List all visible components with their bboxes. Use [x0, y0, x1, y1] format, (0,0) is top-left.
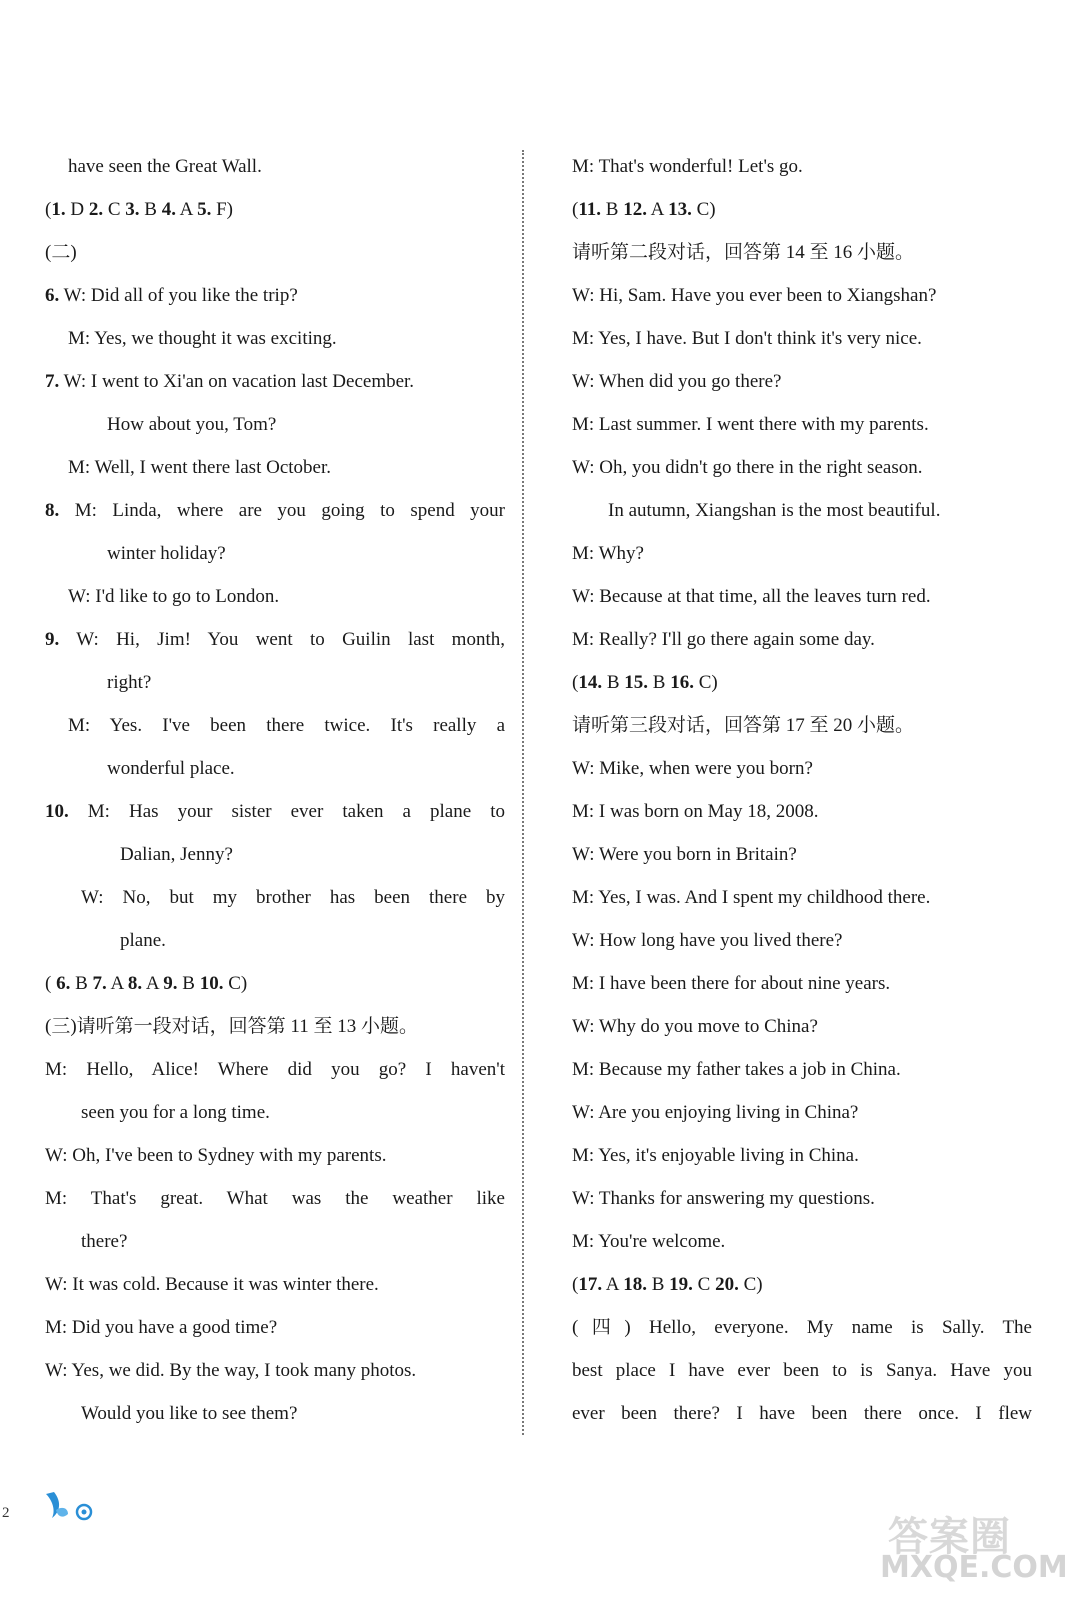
item-number: 8.	[45, 500, 60, 521]
text-line: M: Yes, we thought it was exciting.	[68, 328, 337, 349]
text-line: M: You're welcome.	[572, 1231, 726, 1252]
item-number: 7.	[45, 371, 60, 392]
item-number: 1.	[51, 199, 66, 220]
text-span: C	[103, 199, 126, 220]
text-line: M: Yes. I've been there twice. It's really a	[68, 715, 505, 736]
item-number: 8.	[127, 973, 143, 994]
text-span: W: Hi, Jim! You went to Guilin last month,	[59, 629, 505, 650]
item-number: 13.	[668, 199, 692, 220]
text-span: C)	[738, 1274, 763, 1295]
item-number: 6.	[45, 285, 60, 306]
item-number: 17.	[578, 1274, 603, 1295]
text-line	[45, 360, 414, 404]
text-line: M: Last summer. I went there with my parents.	[572, 414, 929, 435]
text-span: F)	[211, 199, 233, 220]
text-line: W: It was cold. Because it was winter there.	[45, 1274, 379, 1295]
item-number: 5.	[197, 199, 212, 220]
column-divider	[522, 150, 524, 1435]
text-line: M: That's great. What was the weather like	[45, 1188, 505, 1209]
text-line: M: Hello, Alice! Where did you go? I haven't	[45, 1059, 505, 1080]
text-span: B	[646, 1274, 670, 1295]
text-span: B	[601, 199, 624, 220]
text-line: (四) Hello, everyone. My name is Sally. The	[572, 1317, 1032, 1338]
text-span: M: Has your sister ever taken a plane to	[68, 801, 505, 822]
text-span: A	[142, 973, 164, 994]
item-number: 9.	[45, 629, 60, 650]
text-span: A	[646, 199, 669, 220]
text-line: seen you for a long time.	[81, 1102, 270, 1123]
text-line: W: Were you born in Britain?	[572, 844, 797, 865]
text-line: plane.	[120, 930, 166, 951]
text-line: W: Oh, you didn't go there in the right season.	[572, 457, 923, 478]
text-line: M: Because my father takes a job in China.	[572, 1059, 901, 1080]
item-number: 12.	[623, 199, 647, 220]
text-line: W: Yes, we did. By the way, I took many photos.	[45, 1360, 417, 1381]
text-line: How about you, Tom?	[107, 414, 277, 435]
item-number: 19.	[669, 1274, 693, 1295]
text-span: W: I went to Xi'an on vacation last December.	[59, 371, 415, 392]
text-line	[45, 489, 505, 533]
text-span: W: Did all of you like the trip?	[59, 285, 298, 306]
text-line: Would you like to see them?	[81, 1403, 298, 1424]
text-line: M: That's wonderful! Let's go.	[572, 156, 803, 177]
text-span: B	[177, 973, 200, 994]
item-number: 4.	[161, 199, 176, 220]
text-span: C)	[693, 672, 718, 693]
text-line: best place I have ever been to is Sanya. Have you	[572, 1360, 1032, 1381]
item-number: 7.	[92, 973, 107, 994]
text-line: W: How long have you lived there?	[572, 930, 843, 951]
item-number: 15.	[624, 672, 649, 693]
text-line: 请听第二段对话，回答第 14 至 16 小题。	[572, 242, 915, 263]
text-line	[45, 274, 298, 318]
text-span: (	[45, 199, 52, 220]
item-number: 16.	[670, 672, 694, 693]
text-line	[572, 661, 718, 705]
text-line: M: Yes, I have. But I don't think it's very nice.	[572, 328, 922, 349]
text-line: M: Yes, I was. And I spent my childhood there.	[572, 887, 931, 908]
text-span: B	[70, 973, 93, 994]
text-span: A	[106, 973, 128, 994]
text-span: A	[602, 1274, 624, 1295]
text-span: C)	[223, 973, 248, 994]
item-number: 10.	[199, 973, 224, 994]
text-line: (三)请听第一段对话，回答第 11 至 13 小题。	[45, 1016, 418, 1037]
text-line: M: Well, I went there last October.	[68, 457, 331, 478]
text-line: M: I was born on May 18, 2008.	[572, 801, 819, 822]
item-number: 6.	[56, 973, 71, 994]
text-line: right?	[107, 672, 152, 693]
text-line: M: I have been there for about nine years.	[572, 973, 891, 994]
item-number: 3.	[125, 199, 140, 220]
text-line: there?	[81, 1231, 128, 1252]
text-span: D	[65, 199, 89, 220]
text-span: B	[648, 672, 671, 693]
item-number: 18.	[623, 1274, 647, 1295]
text-line: wonderful place.	[107, 758, 235, 779]
text-line: W: When did you go there?	[572, 371, 782, 392]
text-span: A	[175, 199, 198, 220]
text-line: W: Because at that time, all the leaves turn red.	[572, 586, 931, 607]
watermark-text: 答案圈	[888, 1514, 1011, 1560]
text-line: W: Hi, Sam. Have you ever been to Xiangshan?	[572, 285, 937, 306]
text-line: Dalian, Jenny?	[120, 844, 233, 865]
text-line	[45, 618, 505, 662]
item-number: 11.	[578, 199, 602, 220]
text-line: W: Oh, I've been to Sydney with my parents.	[45, 1145, 387, 1166]
text-line: ever been there? I have been there once. I flew	[572, 1403, 1032, 1424]
item-number: 10.	[45, 801, 69, 822]
text-span: B	[139, 199, 162, 220]
text-span: B	[602, 672, 625, 693]
text-line: W: Thanks for answering my questions.	[572, 1188, 875, 1209]
text-line: W: Why do you move to China?	[572, 1016, 818, 1037]
text-line: 请听第三段对话，回答第 17 至 20 小题。	[572, 715, 915, 736]
item-number: 20.	[715, 1274, 739, 1295]
text-span: C)	[691, 199, 716, 220]
text-line: M: Why?	[572, 543, 644, 564]
text-span: (	[45, 973, 57, 994]
text-line: W: Are you enjoying living in China?	[572, 1102, 859, 1123]
text-span: (	[572, 672, 579, 693]
text-line	[572, 188, 716, 232]
text-line: In autumn, Xiangshan is the most beautiful.	[608, 500, 941, 521]
text-line: M: Yes, it's enjoyable living in China.	[572, 1145, 859, 1166]
text-line: (二)	[45, 242, 77, 263]
text-line: have seen the Great Wall.	[68, 156, 262, 177]
item-number: 2.	[88, 199, 104, 220]
text-line	[45, 790, 505, 834]
text-line: W: No, but my brother has been there by	[81, 887, 505, 908]
text-span: C	[692, 1274, 716, 1295]
item-number: 9.	[163, 973, 178, 994]
text-line: winter holiday?	[107, 543, 226, 564]
text-span: (	[572, 1274, 579, 1295]
text-span: M: Linda, where are you going to spend your	[59, 500, 505, 521]
watermark-url: MXQE.COM	[880, 1550, 1068, 1585]
text-line	[45, 962, 247, 1006]
text-line	[572, 1263, 763, 1307]
item-number: 14.	[578, 672, 603, 693]
text-span: (	[572, 199, 579, 220]
page-number: 2	[2, 1505, 10, 1521]
text-line	[45, 188, 233, 232]
text-line: W: I'd like to go to London.	[68, 586, 280, 607]
publisher-logo-icon	[42, 1488, 98, 1527]
text-line: M: Did you have a good time?	[45, 1317, 278, 1338]
text-line: W: Mike, when were you born?	[572, 758, 813, 779]
text-line: M: Really? I'll go there again some day.	[572, 629, 875, 650]
